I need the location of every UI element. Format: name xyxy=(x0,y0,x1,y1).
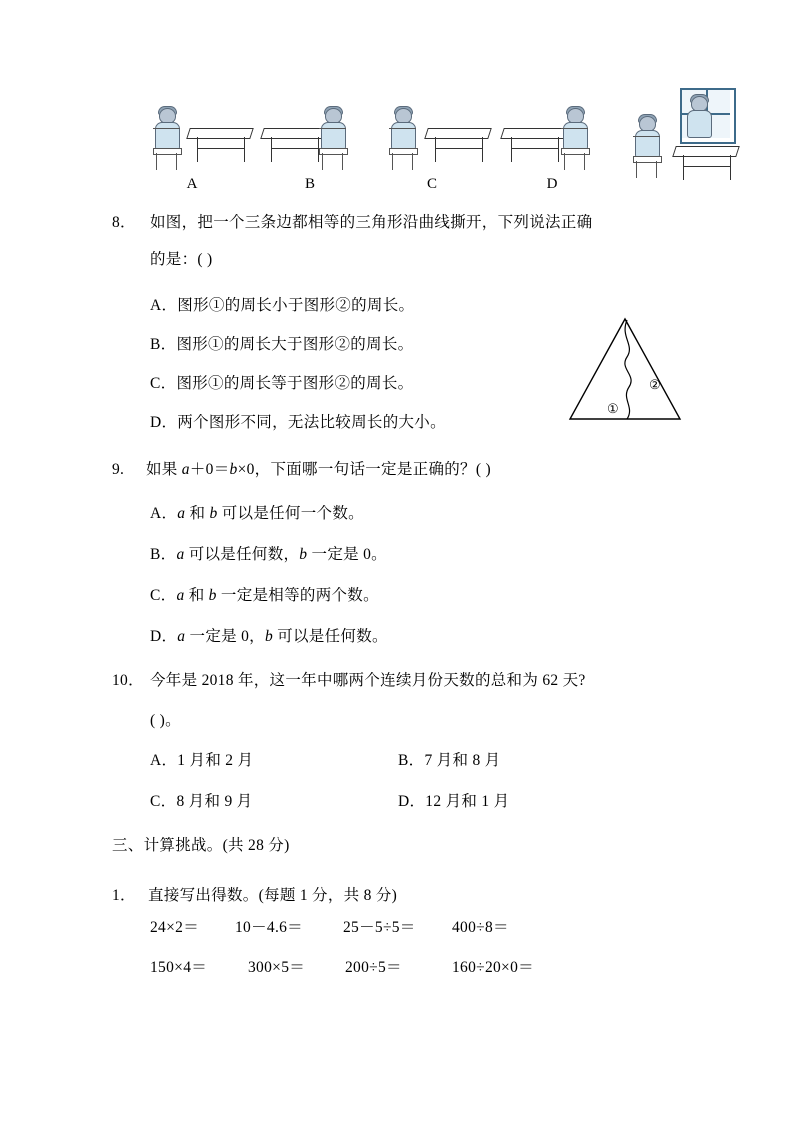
option-var-a: a xyxy=(176,546,185,563)
figure-group-a xyxy=(140,88,255,198)
figure-group-c xyxy=(380,88,498,198)
calc-row2-item3: 200÷5＝ xyxy=(345,959,402,976)
question-10-option-b: B．7 月和 8 月 xyxy=(398,752,501,769)
calc-row1-item1: 24×2＝ xyxy=(150,919,199,936)
student-desk-icon xyxy=(152,108,182,170)
figure-label-d: D xyxy=(546,176,558,192)
figure-group-b xyxy=(260,88,378,198)
option-tail: 一定是相等的两个数。 xyxy=(216,587,379,604)
option-mid: 和 xyxy=(184,587,209,604)
question-8-stem-line1: 如图，把一个三条边都相等的三角形沿曲线撕开，下列说法正确 xyxy=(150,214,593,231)
figure-label-a: A xyxy=(186,176,198,192)
option-var-b: b xyxy=(209,505,218,522)
section-3-heading: 三、计算挑战。(共 28 分) xyxy=(112,837,290,854)
question-9-stem xyxy=(146,462,491,478)
option-var-a: a xyxy=(177,505,186,522)
option-var-b: b xyxy=(208,587,217,604)
question-10-option-c: C．8 月和 9 月 xyxy=(150,793,253,810)
question-8-option-a: A．图形①的周长小于图形②的周长。 xyxy=(150,297,415,314)
student-desk-icon xyxy=(632,116,662,178)
option-tail: 一定是 0。 xyxy=(307,546,387,563)
figure-group-d xyxy=(500,88,618,198)
question-9-var-a: a xyxy=(181,461,190,478)
option-var-a: a xyxy=(177,628,186,645)
option-var-a: a xyxy=(176,587,185,604)
calc-row1-item2: 10－4.6＝ xyxy=(235,919,303,936)
calc-row1-item4: 400÷8＝ xyxy=(452,919,509,936)
option-mid: 一定是 0， xyxy=(185,628,265,645)
student-desk-icon xyxy=(560,108,590,170)
figure-row xyxy=(140,88,740,198)
option-mid: 可以是任何数， xyxy=(184,546,300,563)
question-8-option-c: C．图形①的周长等于图形②的周长。 xyxy=(150,375,414,392)
calc-row2-item4: 160÷20×0＝ xyxy=(452,959,534,976)
student-desk-icon xyxy=(318,108,348,170)
svg-text:①: ① xyxy=(607,401,619,416)
option-letter: B． xyxy=(150,546,177,563)
option-letter: A． xyxy=(150,505,178,522)
question-10-stem-line2: ( )。 xyxy=(150,712,181,729)
question-9-stem-suffix: ×0，下面哪一句话一定是正确的？( ) xyxy=(237,461,491,478)
desk-icon xyxy=(674,146,736,180)
question-9-var-b: b xyxy=(229,461,238,478)
question-9-number: 9. xyxy=(112,461,125,478)
question-9-option-d xyxy=(150,629,388,645)
triangle-figure xyxy=(565,313,695,435)
desk-icon xyxy=(262,128,324,162)
question-8-option-d: D．两个图形不同，无法比较周长的大小。 xyxy=(150,414,446,431)
question-10-number: 10． xyxy=(112,672,144,689)
option-letter: C． xyxy=(150,587,177,604)
section-3-sub1-number: 1． xyxy=(112,887,136,904)
desk-icon xyxy=(502,128,564,162)
question-8-number: 8． xyxy=(112,214,136,231)
desk-icon xyxy=(188,128,250,162)
calc-row1-item3: 25－5÷5＝ xyxy=(343,919,416,936)
student-desk-icon xyxy=(388,108,418,170)
figure-label-b: B xyxy=(304,176,315,192)
figure-label-c: C xyxy=(426,176,437,192)
option-letter: D． xyxy=(150,628,178,645)
question-10-option-a: A．1 月和 2 月 xyxy=(150,752,254,769)
section-3-sub1-title: 直接写出得数。(每题 1 分，共 8 分) xyxy=(148,887,398,904)
question-8-option-b: B．图形①的周长大于图形②的周长。 xyxy=(150,336,414,353)
option-mid: 和 xyxy=(185,505,210,522)
calc-row2-item1: 150×4＝ xyxy=(150,959,208,976)
calc-row2-item2: 300×5＝ xyxy=(248,959,306,976)
question-10-option-d: D．12 月和 1 月 xyxy=(398,793,510,810)
option-var-b: b xyxy=(264,628,274,645)
question-9-option-b xyxy=(150,547,387,563)
question-9-option-c xyxy=(150,588,379,604)
desk-icon xyxy=(426,128,488,162)
question-10-stem-line1: 今年是 2018 年，这一年中哪两个连续月份天数的总和为 62 天? xyxy=(150,672,586,689)
question-9-option-a xyxy=(150,506,364,522)
question-9-stem-mid: ＋0＝ xyxy=(189,461,230,478)
question-9-stem-prefix: 如果 xyxy=(146,461,182,478)
option-var-b: b xyxy=(299,546,308,563)
figure-group-extra xyxy=(618,88,740,198)
question-8-stem-line2: 的是：( ) xyxy=(150,251,213,268)
option-tail: 可以是任何一个数。 xyxy=(217,505,364,522)
svg-text:②: ② xyxy=(649,377,661,392)
option-tail: 可以是任何数。 xyxy=(273,628,388,645)
